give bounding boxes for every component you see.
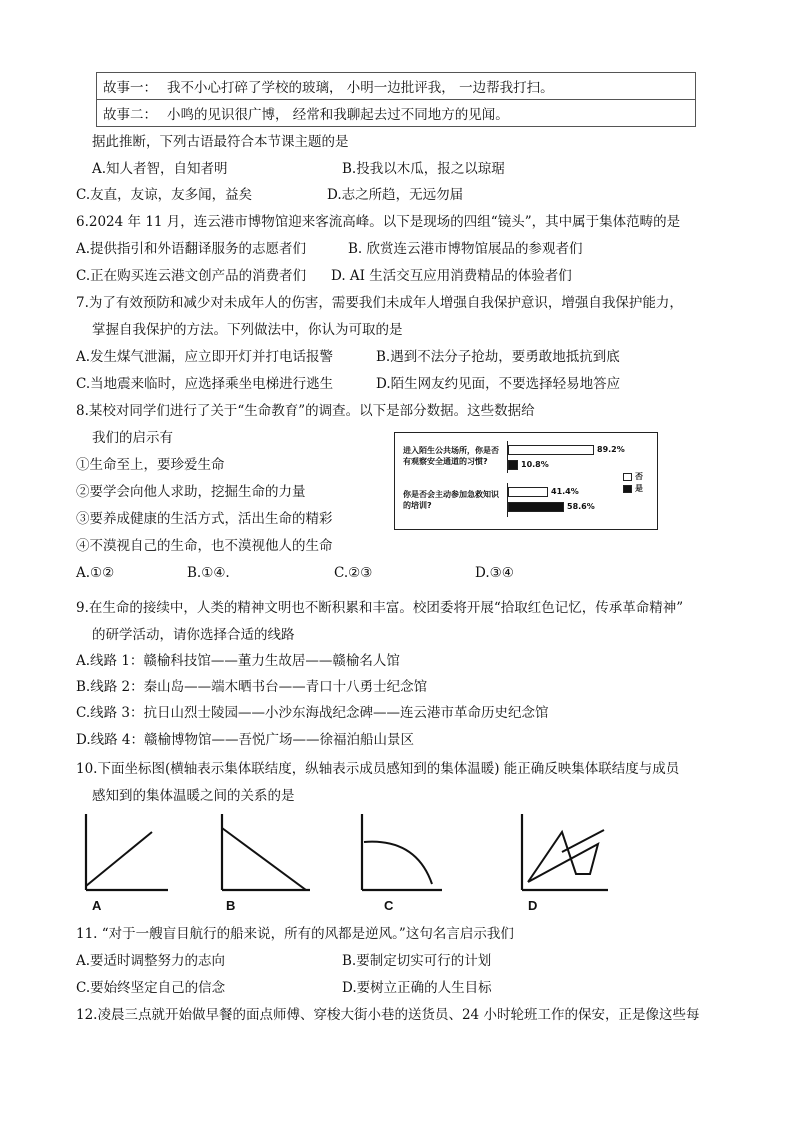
story-label: 故事一： (103, 80, 157, 96)
q7-stem-line2: 掌握自我保护的方法。下列做法中，你认为可取的是 (92, 322, 403, 338)
chart-value-label-yes-q2: 58.6% (567, 502, 595, 511)
q8-option-b: B.①④. (187, 565, 230, 581)
graph-label-b: B (226, 898, 236, 913)
q5-option-a: A.知人者智，自知者明 (92, 161, 228, 177)
graph-d (516, 810, 611, 895)
q5-option-c: C.友直，友谅，友多闻，益矣 (76, 187, 253, 203)
story-row (97, 100, 696, 127)
q6-option-d: D. AI 生活交互应用消费精品的体验者们 (331, 268, 572, 284)
q8-item-3: ③要养成健康的生活方式，活出生命的精彩 (76, 511, 333, 527)
legend-label: 否 (635, 472, 643, 481)
chart-bar-yes-q1 (508, 460, 518, 470)
q9-option-d: D.线路 4：赣榆博物馆——吾悦广场——徐福泊船山景区 (76, 732, 415, 748)
q8-item-2: ②要学会向他人求助，挖掘生命的力量 (76, 484, 306, 500)
chart-value-label-no-q1: 89.2% (597, 445, 625, 454)
q5-option-b: B.投我以木瓜，报之以琼琚 (342, 161, 505, 177)
q6-option-a: A.提供指引和外语翻译服务的志愿者们 (76, 241, 307, 257)
story-cell (97, 73, 696, 100)
graph-label-d: D (528, 898, 538, 913)
q10-stem-line2: 感知到的集体温暖之间的关系的是 (92, 788, 295, 804)
chart-value-label-no-q2: 41.4% (551, 487, 579, 496)
q11-option-b: B.要制定切实可行的计划 (342, 953, 492, 969)
q11-stem: 11. “对于一艘盲目航行的船来说，所有的风都是逆风。”这句名言启示我们 (76, 926, 514, 942)
legend-item-yes (623, 483, 643, 495)
q7-option-a: A.发生煤气泄漏，应立即开灯并打电话报警 (76, 349, 334, 365)
q8-stem-line1: 8.某校对同学们进行了关于“生命教育”的调查。以下是部分数据。这些数据给 (76, 403, 535, 419)
graph-label-a: A (92, 898, 102, 913)
legend-item-no (623, 471, 643, 483)
q7-option-d: D.陌生网友约见面，不要选择轻易地答应 (376, 376, 621, 392)
q8-stem-line2: 我们的启示有 (92, 430, 173, 446)
q6-option-c: C.正在购买连云港文创产品的消费者们 (76, 268, 307, 284)
q9-stem-line2: 的研学活动，请你选择合适的线路 (92, 627, 295, 643)
q7-option-b: B.遇到不法分子抢劫，要勇敢地抵抗到底 (376, 349, 620, 365)
chart-legend (623, 471, 643, 495)
q6-option-b: B. 欣赏连云港市博物馆展品的参观者们 (348, 241, 583, 257)
q8-item-1: ①生命至上，要珍爱生命 (76, 457, 225, 473)
graph-b (216, 810, 312, 895)
graph-c (356, 810, 446, 895)
q10-stem-line1: 10.下面坐标图(横轴表示集体联结度，纵轴表示成员感知到的集体温暖) 能正确反映集体联结度与成员 (76, 761, 680, 777)
q11-option-c: C.要始终坚定自己的信念 (76, 980, 226, 996)
q9-option-b: B.线路 2：秦山岛——端木晒书台——青口十八勇士纪念馆 (76, 679, 428, 695)
chart-value-label-yes-q1: 10.8% (521, 460, 549, 469)
q7-stem-line1: 7.为了有效预防和减少对未成年人的伤害，需要我们未成年人增强自我保护意识，增强自我保护能力， (76, 295, 683, 311)
q8-option-c: C.②③ (334, 565, 373, 581)
chart-bar-yes-q2 (508, 502, 564, 512)
story-label: 故事二： (103, 107, 157, 123)
story-text: 我不小心打碎了学校的玻璃， 小明一边批评我， 一边帮我打扫。 (167, 80, 554, 96)
chart-category-label: 进入陌生公共场所，你是否有观察安全通道的习惯? (403, 446, 499, 466)
q11-option-d: D.要树立正确的人生目标 (342, 980, 492, 996)
graph-label-c: C (384, 898, 394, 913)
story-text: 小鸣的见识很广博， 经常和我聊起去过不同地方的见闻。 (167, 107, 509, 123)
q9-option-c: C.线路 3：抗日山烈士陵园——小沙东海战纪念碑——连云港市革命历史纪念馆 (76, 705, 549, 721)
chart-bar-no-q2 (508, 487, 548, 497)
q8-option-a: A.①② (76, 565, 115, 581)
q9-option-a: A.线路 1：赣榆科技馆——董力生故居——赣榆名人馆 (76, 653, 400, 669)
chart-category-label: 你是否会主动参加急救知识的培训? (403, 490, 499, 510)
q9-stem-line1: 9.在生命的接续中，人类的精神文明也不断积累和丰富。校团委将开展“拾取红色记忆，传承革命精神” (76, 600, 684, 616)
q5-stem: 据此推断，下列古语最符合本节课主题的是 (92, 134, 349, 150)
q12-stem: 12.凌晨三点就开始做早餐的面点师傅、穿梭大街小巷的送货员、24 小时轮班工作的保安，正是像这些每 (76, 1007, 700, 1023)
q5-option-d: D.志之所趋，无远勿届 (327, 187, 464, 203)
story-cell (97, 100, 696, 127)
chart-bar-no-q1 (508, 445, 594, 455)
story-table (96, 72, 696, 127)
q8-item-4: ④不漠视自己的生命，也不漠视他人的生命 (76, 538, 333, 554)
q8-option-d: D.③④ (475, 565, 514, 581)
q6-stem: 6.2024 年 11 月，连云港市博物馆迎来客流高峰。以下是现场的四组“镜头”，其中属于集体范畴的是 (76, 214, 681, 230)
legend-label: 是 (635, 484, 643, 493)
story-row (97, 73, 696, 100)
q7-option-c: C.当地震来临时，应选择乘坐电梯进行逃生 (76, 376, 334, 392)
survey-bar-chart (394, 432, 658, 530)
graph-a (80, 810, 170, 895)
q11-option-a: A.要适时调整努力的志向 (76, 953, 226, 969)
